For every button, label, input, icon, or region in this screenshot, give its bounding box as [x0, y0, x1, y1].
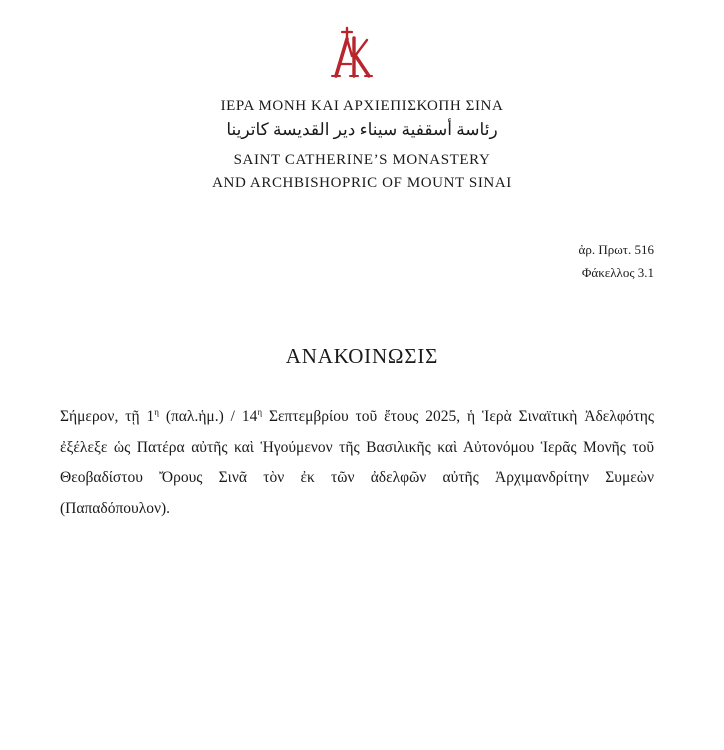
monastery-monogram-icon	[330, 26, 374, 80]
body-superscript2: η	[257, 407, 263, 417]
body-superscript1: η	[154, 407, 159, 417]
header-arabic-name: رئاسة أسقفية سيناء دير القديسة كاترينا	[226, 120, 498, 139]
header-english-line1: SAINT CATHERINE’S MONASTERY	[233, 152, 491, 168]
body-text-part3: Σεπτεμβρίου τοῦ ἔτους 2025, ἡ Ἱερὰ Σιναϊτικὴ Ἀδελφότης ἐξέλεξε ὡς Πατέρα αὐτῆς καὶ Ἡγούμενον τῆς Βασιλικῆς καὶ Αὐτονόμου Ἱερᾶς Μονῆς τοῦ Θεοβαδίστου Ὄρους Σινᾶ τὸν ἐκ τῶν ἀδελφῶν αὐτῆς Ἀρχιμανδρίτην Συμεὼν (Παπαδόπουλον).	[60, 408, 655, 517]
protocol-number: ἀρ. Πρωτ. 516	[578, 242, 654, 257]
announcement-title: ΑΝΑΚΟΙΝΩΣΙΣ	[285, 344, 439, 368]
body-text-part2: (παλ.ἡμ.) / 14	[158, 408, 258, 425]
folder-number: Φάκελλος 3.1	[581, 265, 654, 280]
header-greek-name: ΙΕΡΑ ΜΟΝΗ ΚΑΙ ΑΡΧΙΕΠΙΣΚΟΠΗ ΣΙΝΑ	[220, 98, 504, 114]
header-english-line2: AND ARCHBISHOPRIC OF MOUNT SINAI	[212, 175, 512, 191]
body-text-part1: Σήμερον, τῇ 1	[60, 408, 155, 425]
announcement-body	[60, 402, 654, 524]
